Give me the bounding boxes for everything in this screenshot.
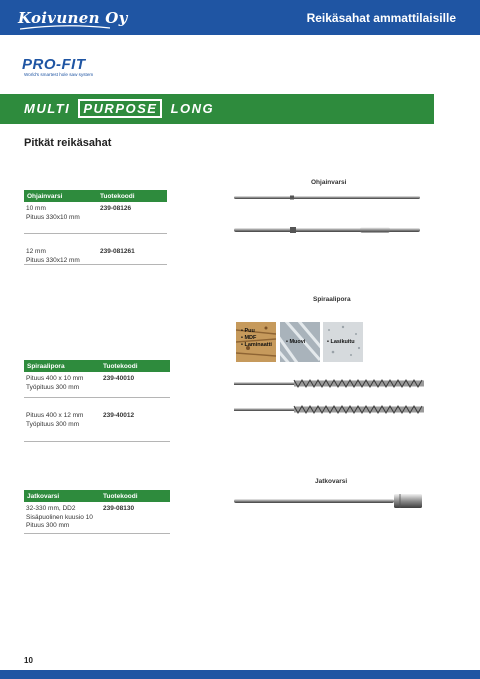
figure-label-ohjainvarsi: Ohjainvarsi	[311, 179, 347, 186]
profit-tagline: World's smartest hole saw system	[24, 72, 94, 77]
table-row	[24, 398, 170, 442]
row-line: Pituus 400 x 12 mm	[26, 412, 84, 419]
extension-shaft-image	[230, 490, 430, 514]
page-header-title: Reikäsahat ammattilaisille	[306, 11, 456, 25]
table-header	[24, 190, 167, 202]
row-line: 12 mm	[26, 248, 46, 255]
column-header-code: Tuotekoodi	[103, 363, 138, 370]
row-description	[26, 375, 83, 392]
company-logo	[18, 9, 128, 27]
spiraalipora-table	[24, 360, 170, 442]
logo-swoosh-icon	[20, 25, 110, 31]
product-banner	[0, 94, 434, 124]
company-logo-text: Koivunen Oy	[18, 9, 128, 27]
row-description	[26, 205, 80, 222]
product-code: 239-40010	[103, 375, 135, 382]
guide-shaft-image	[230, 190, 425, 240]
page-number: 10	[24, 656, 33, 665]
row-line: Työpituus 300 mm	[26, 420, 80, 428]
product-code: 239-081261	[100, 248, 135, 255]
jatkovarsi-table	[24, 490, 170, 534]
footer-bar	[0, 670, 480, 679]
material-label: • Laminaatti	[241, 342, 272, 348]
header-bar	[0, 0, 480, 35]
table-row	[24, 202, 167, 234]
banner-title	[24, 101, 214, 116]
figure-label-spiraalipora: Spiraalipora	[313, 296, 351, 303]
row-line: Pituus 400 x 10 mm	[26, 375, 84, 382]
material-swatch-plastic	[280, 322, 320, 362]
table-header	[24, 490, 170, 502]
table-header	[24, 360, 170, 372]
column-header-product: Spiraalipora	[27, 363, 65, 370]
product-code: 239-08130	[103, 505, 135, 512]
material-swatch-plaster	[323, 322, 363, 362]
table-row	[24, 234, 167, 265]
row-line: Työpituus 300 mm	[26, 383, 80, 391]
ohjainvarsi-table	[24, 190, 167, 265]
row-line: Pituus 330x10 mm	[26, 213, 80, 221]
profit-logo-text	[22, 56, 86, 73]
table-row	[24, 502, 170, 534]
material-labels-wood	[241, 328, 272, 349]
profit-logo	[22, 56, 122, 80]
column-header-code: Tuotekoodi	[100, 193, 135, 200]
product-code: 239-40012	[103, 412, 135, 419]
row-description	[26, 248, 80, 265]
material-label: • Puu	[241, 328, 255, 334]
row-line: Pituus 300 mm	[26, 522, 70, 529]
product-code: 239-08126	[100, 205, 132, 212]
section-heading: Pitkät reikäsahat	[24, 137, 112, 149]
table-row	[24, 372, 170, 398]
profit-logo-word: PRO-FIT	[22, 56, 86, 73]
column-header-product: Ohjainvarsi	[27, 193, 63, 200]
column-header-code: Tuotekoodi	[103, 493, 138, 500]
banner-word-multi: MULTI	[24, 101, 71, 116]
material-label-plastic: • Muovi	[286, 339, 306, 345]
auger-bit-image	[230, 377, 430, 417]
banner-word-long: LONG	[170, 101, 215, 116]
row-line: 32-330 mm, DD2	[26, 505, 76, 512]
material-label: • MDF	[241, 335, 257, 341]
row-description	[26, 412, 83, 429]
banner-word-purpose: PURPOSE	[78, 99, 162, 118]
row-line: 10 mm	[26, 205, 46, 212]
row-line: Pituus 330x12 mm	[26, 256, 80, 264]
row-description	[26, 505, 93, 531]
column-header-product: Jatkovarsi	[27, 493, 60, 500]
row-line: Sisäpuolinen kuusio 10	[26, 513, 93, 521]
material-swatch-wood	[236, 322, 276, 362]
material-label-plaster: • Lasikuitu	[327, 339, 355, 345]
figure-label-jatkovarsi: Jatkovarsi	[315, 478, 348, 485]
